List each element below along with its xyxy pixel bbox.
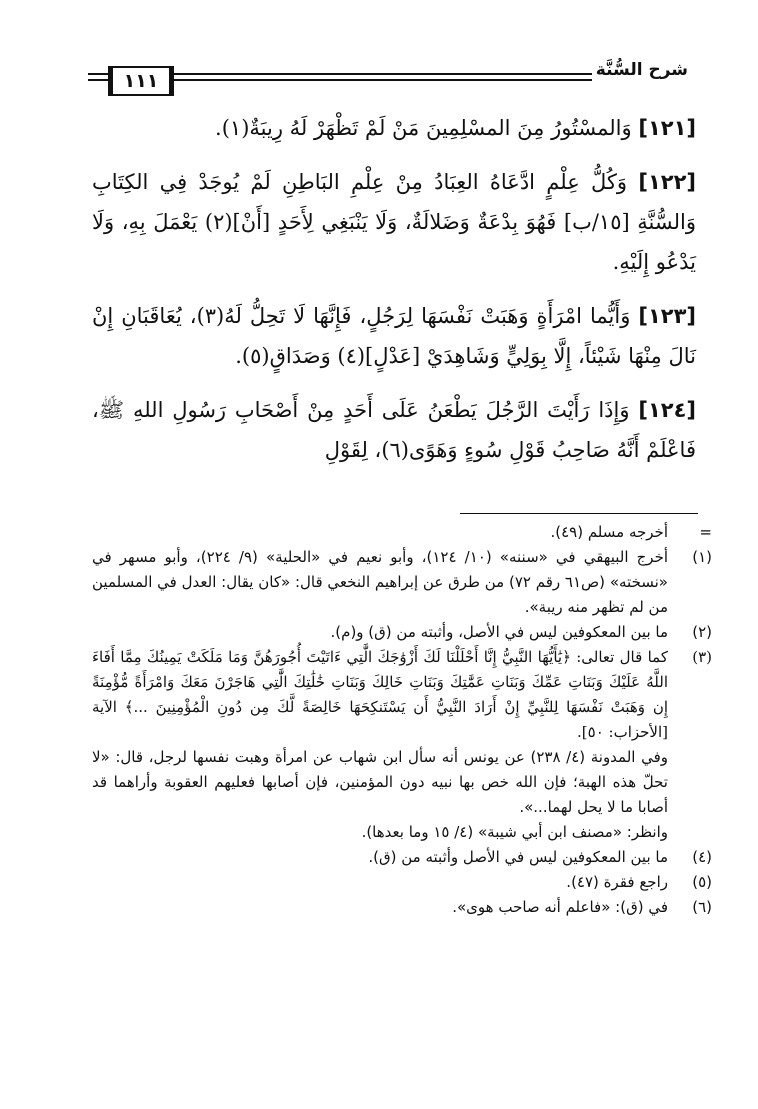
footnote-mark: (٥) xyxy=(692,873,712,891)
footnote-text: أخرجه مسلم (٤٩). xyxy=(550,523,668,541)
footnote-mark: (٦) xyxy=(692,898,712,916)
page-header xyxy=(88,58,688,98)
footnote-mark: = xyxy=(699,523,712,541)
header-rule-left-top xyxy=(88,73,108,75)
footnote-3-continued xyxy=(92,745,712,820)
paragraph-number: [١٢٤] xyxy=(638,398,696,422)
footnote-mark: (١) xyxy=(692,548,712,566)
footnote-2 xyxy=(92,620,712,645)
paragraph-number: [١٢١] xyxy=(638,116,696,140)
footnote-6 xyxy=(92,895,712,920)
paragraph-122 xyxy=(92,162,696,282)
paragraph-text: وَأَيُّما امْرَأَةٍ وَهَبَتْ نَفْسَهَا لِرَجُلٍ، فَإِنَّهَا لَا تَحِلُّ لَهُ(٣)، يُعَاقَبَانِ إِنْ نَالَ مِنْهَا شَيْئاً، إِلَّا بِوَلِيٍّ وَشَاهِدَيْ [عَدْلٍ](٤) وَصَدَاقٍ(٥). xyxy=(92,304,696,368)
footnote-1 xyxy=(92,545,712,620)
footnote-text: وانظر: «مصنف ابن أبي شيبة» (٤/ ١٥ وما بعدها). xyxy=(361,823,668,841)
running-title: شرح السُّنَّة xyxy=(595,60,688,80)
footnote-mark: (٤) xyxy=(692,848,712,866)
footnote-text: في (ق): «فاعلم أنه صاحب هوى». xyxy=(452,898,668,916)
footnote-text: راجع فقرة (٤٧). xyxy=(566,873,668,891)
paragraph-123 xyxy=(92,296,696,376)
paragraph-number: [١٢٢] xyxy=(638,170,696,194)
paragraph-124 xyxy=(92,390,696,470)
main-text xyxy=(92,108,696,484)
header-rule-bottom xyxy=(174,79,592,81)
paragraph-number: [١٢٣] xyxy=(638,304,696,328)
footnote-text: ما بين المعكوفين ليس في الأصل، وأثبته من (ق) و(م). xyxy=(330,623,668,641)
footnote-text: كما قال تعالى: ﴿يَٰأَيُّهَا النَّبِيُّ إِنَّا أَحْلَلْنَا لَكَ أَزْوَٰجَكَ الَّٰتِي ءَاتَيْتَ أُجُورَهُنَّ وَمَا مَلَكَتْ يَمِينُكَ مِمَّا أَفَاءَ اللَّهُ عَلَيْكَ وَبَنَاتِ عَمِّكَ وَبَنَاتِ عَمَّٰتِكَ وَبَنَاتِ خَالِكَ وَبَنَاتِ خَٰلَٰتِكَ الَّٰتِي هَاجَرْنَ مَعَكَ وَامْرَأَةً مُّؤْمِنَةً إِن وَهَبَتْ نَفْسَهَا لِلنَّبِيِّ إِنْ أَرَادَ النَّبِيُّ أَن يَسْتَنكِحَهَا خَالِصَةً لَّكَ مِن دُونِ الْمُؤْمِنِينَ ...﴾ الآية [الأحزاب: ٥٠]. xyxy=(92,648,668,741)
header-rule-top xyxy=(174,73,592,75)
footnote-4 xyxy=(92,845,712,870)
footnote-text: وفي المدونة (٤/ ٢٣٨) عن يونس أنه سأل ابن شهاب عن امرأة وهبت نفسها لرجل، قال: «لا تحلّ هذه الهبة؛ فإن الله خص بها نبيه دون المؤمنين، فإن أصابها فعليهم العقوبة وأراهما قد أصابا ما لا يحل لهما...». xyxy=(92,748,668,816)
paragraph-text: وَكُلُّ عِلْمٍ ادَّعَاهُ العِبَادُ مِنْ عِلْمِ البَاطِنِ لَمْ يُوجَدْ فِي الكِتَابِ وَالسُّنَّةِ [١٥/ب] فَهُوَ بِدْعَةٌ وَضَلالَةٌ، وَلَا يَنْبَغِي لِأَحَدٍ [أَنْ](٢) يَعْمَلَ بِهِ، وَلَا يَدْعُو إِلَيْهِ. xyxy=(92,170,696,274)
footnote-mark: (٢) xyxy=(692,623,712,641)
footnote-5 xyxy=(92,870,712,895)
footnote-continued xyxy=(92,520,712,545)
footnote-text: ما بين المعكوفين ليس في الأصل وأثبته من (ق). xyxy=(368,848,668,866)
footnote-3-see-also xyxy=(92,820,712,845)
footnote-3 xyxy=(92,645,712,745)
footnote-divider xyxy=(460,513,698,514)
footnote-text: أخرج البيهقي في «سننه» (١٠/ ١٢٤)، وأبو نعيم في «الحلية» (٩/ ٢٢٤)، وأبو مسهر في «نسخته» (ص٦١ رقم ٧٢) من طرق عن إبراهيم النخعي قال: «كان يقال: العدل في المسلمين من لم تظهر منه ريبة». xyxy=(92,548,669,616)
page-number: ١١١ xyxy=(108,66,174,96)
paragraph-121 xyxy=(92,108,696,148)
footnotes xyxy=(92,520,712,920)
paragraph-text: وَإِذَا رَأَيْتَ الرَّجُلَ يَطْعَنُ عَلَى أَحَدٍ مِنْ أَصْحَابِ رَسُولِ اللهِ ﷺ، فَاعْلَمْ أَنَّهُ صَاحِبُ قَوْلِ سُوءٍ وَهَوًى(٦)، لِقَوْلِ xyxy=(92,398,696,462)
paragraph-text: وَالمسْتُورُ مِنَ المسْلِمِينَ مَنْ لَمْ تَظْهَرْ لَهُ رِيبَةٌ(١). xyxy=(215,116,639,140)
footnote-mark: (٣) xyxy=(692,648,712,666)
header-rule-left-bottom xyxy=(88,79,108,81)
